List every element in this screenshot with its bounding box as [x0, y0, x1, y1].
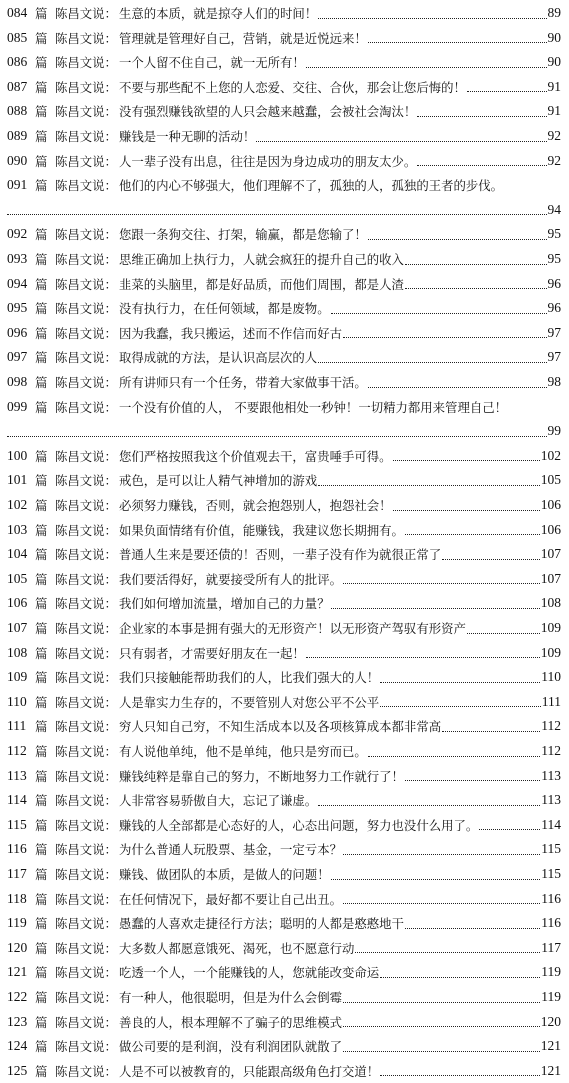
- entry-title: 因为我蠢，我只搬运，述而不作信而好古: [118, 325, 342, 341]
- entry-title: 大多数人都愿意饿死、渴死，也不愿意行动: [118, 940, 355, 956]
- entry-number: 112: [7, 743, 27, 758]
- entry-number: 104: [7, 546, 28, 562]
- dot-leader: [442, 559, 540, 560]
- entry-title: 做公司要的是利润，没有利润团队就散了: [118, 1039, 342, 1055]
- dot-leader: [479, 829, 540, 830]
- entry-page-number: 96: [547, 300, 561, 316]
- entry-author-label: 陈昌文说：: [55, 276, 117, 292]
- entry-page-number: 109: [540, 620, 561, 635]
- dot-leader: [343, 854, 540, 855]
- entry-number: 086: [7, 54, 28, 70]
- entry-page-number: 113: [541, 767, 561, 783]
- entry-chapter-label: 篇: [35, 6, 48, 21]
- entry-title: 取得成就的方法，是认识高层次的人: [118, 350, 318, 366]
- entry-chapter-label: 篇: [35, 547, 48, 563]
- entry-number: 099: [7, 398, 28, 414]
- toc-entry[interactable]: [7, 99, 561, 123]
- entry-page-number: 105: [540, 472, 561, 488]
- entry-author-label: 陈昌文说：: [55, 6, 117, 21]
- entry-title: 只有弱者，才需要好朋友在一起！: [118, 645, 305, 661]
- entry-number: 102: [7, 497, 28, 512]
- entry-chapter-label: 篇: [35, 227, 48, 243]
- entry-author-label: 陈昌文说：: [55, 817, 117, 833]
- entry-author-label: 陈昌文说：: [55, 227, 117, 243]
- entry-number: 101: [7, 472, 28, 488]
- entry-chapter-label: 篇: [35, 448, 48, 464]
- dot-leader: [343, 903, 540, 904]
- entry-chapter-label: 篇: [35, 350, 48, 366]
- entry-page-number: 114: [541, 816, 561, 832]
- entry-number: 122: [7, 989, 28, 1004]
- entry-title: 赚钱纯粹是靠自己的努力，不断地努力工作就行了！: [118, 768, 404, 784]
- dot-leader: [7, 214, 547, 215]
- entry-page-number: 120: [540, 1013, 561, 1029]
- entry-author-label: 陈昌文说：: [55, 153, 117, 169]
- entry-chapter-label: 篇: [35, 252, 48, 267]
- entry-author-label: 陈昌文说：: [55, 55, 117, 71]
- toc-entry[interactable]: [7, 714, 561, 738]
- entry-author-label: 陈昌文说：: [55, 940, 117, 956]
- entry-number: 125: [7, 1062, 28, 1078]
- entry-chapter-label: 篇: [35, 940, 48, 956]
- entry-chapter-label: 篇: [35, 79, 48, 95]
- entry-chapter-label: 篇: [35, 375, 48, 390]
- entry-chapter-label: 篇: [35, 129, 48, 144]
- entry-author-label: 陈昌文说：: [55, 547, 117, 563]
- entry-number: 124: [7, 1038, 28, 1054]
- dot-leader: [331, 879, 541, 880]
- entry-author-label: 陈昌文说：: [55, 670, 117, 686]
- entry-chapter-label: 篇: [35, 965, 48, 981]
- entry-title: 愚蠢的人喜欢走捷径行方法；聪明的人都是憨憨地干: [118, 916, 404, 932]
- entry-title: 思维正确加上执行力，人就会疯狂的提升自己的收入: [118, 252, 404, 267]
- entry-chapter-label: 篇: [35, 645, 48, 661]
- entry-title: 不要与那些配不上您的人恋爱、交往、合伙，那会让您后悔的！: [118, 79, 466, 95]
- toc-entry[interactable]: [7, 518, 561, 542]
- entry-page-number: 116: [541, 915, 561, 931]
- entry-number: 117: [7, 866, 27, 881]
- dot-leader: [318, 805, 540, 806]
- toc-entry[interactable]: [7, 887, 561, 911]
- entry-page-number: 91: [547, 103, 561, 119]
- entry-page-number: 89: [547, 5, 561, 20]
- entry-number: 097: [7, 349, 28, 365]
- entry-author-label: 陈昌文说：: [55, 719, 117, 735]
- entry-title: 您跟一条狗交往、打架，输赢，都是您输了！: [118, 227, 367, 243]
- dot-leader: [405, 534, 540, 535]
- entry-number: 105: [7, 570, 28, 586]
- entry-author-label: 陈昌文说：: [55, 30, 117, 46]
- entry-title: 吃透一个人，一个能赚钱的人，您就能改变命运: [118, 965, 380, 981]
- toc-entry[interactable]: [7, 788, 561, 812]
- toc-entry[interactable]: [7, 321, 561, 345]
- entry-author-label: 陈昌文说：: [55, 350, 117, 366]
- entry-chapter-label: 篇: [35, 694, 48, 710]
- entry-number: 114: [7, 792, 27, 808]
- entry-number: 121: [7, 964, 28, 980]
- entry-author-label: 陈昌文说：: [55, 1039, 117, 1055]
- entry-number: 123: [7, 1013, 28, 1029]
- dot-leader: [368, 387, 547, 388]
- dot-leader: [380, 682, 540, 683]
- entry-author-label: 陈昌文说：: [55, 522, 117, 538]
- entry-title: 人是靠实力生存的，不要管别人对您公平不公平: [118, 694, 380, 710]
- entry-number: 092: [7, 226, 28, 242]
- toc-entry[interactable]: [7, 345, 561, 369]
- entry-author-label: 陈昌文说：: [55, 965, 117, 981]
- dot-leader: [343, 1002, 540, 1003]
- entry-chapter-label: 篇: [35, 842, 48, 858]
- entry-page-number: 115: [541, 866, 561, 881]
- entry-number: 109: [7, 669, 28, 685]
- dot-leader: [417, 165, 546, 166]
- toc-entry[interactable]: [7, 936, 561, 960]
- entry-chapter-label: 篇: [35, 104, 48, 120]
- toc-entry[interactable]: [7, 665, 561, 689]
- dot-leader: [393, 510, 540, 511]
- entry-page-number: 91: [547, 78, 561, 94]
- entry-title: 必须努力赚钱，否则，就会抱怨别人，抱怨社会！: [118, 498, 392, 513]
- toc-entry[interactable]: [7, 468, 561, 492]
- entry-chapter-label: 篇: [35, 621, 48, 636]
- entry-title: 赚钱是一种无聊的活动！: [118, 129, 256, 144]
- entry-chapter-label: 篇: [35, 571, 48, 587]
- dot-leader: [467, 633, 540, 634]
- entry-page-number: 112: [541, 718, 561, 734]
- entry-author-label: 陈昌文说：: [55, 990, 117, 1005]
- entry-page-number: 92: [547, 128, 561, 143]
- entry-chapter-label: 篇: [35, 55, 48, 71]
- dot-leader: [368, 239, 547, 240]
- dot-leader: [442, 731, 540, 732]
- toc-entry[interactable]: [7, 26, 561, 50]
- dot-leader: [343, 1026, 540, 1027]
- toc-entry[interactable]: [7, 222, 561, 246]
- entry-chapter-label: 篇: [35, 301, 48, 317]
- entry-chapter-label: 篇: [35, 522, 48, 538]
- toc-entry[interactable]: [7, 247, 561, 271]
- entry-number: 091: [7, 177, 28, 193]
- toc-entry[interactable]: [7, 75, 561, 99]
- toc-entry[interactable]: [7, 567, 561, 591]
- entry-chapter-label: 篇: [35, 325, 48, 341]
- dot-leader: [380, 706, 541, 707]
- dot-leader: [318, 485, 540, 486]
- entry-author-label: 陈昌文说：: [55, 867, 117, 882]
- entry-page-number: 102: [540, 447, 561, 463]
- toc-entry[interactable]: [7, 1010, 561, 1034]
- entry-page-number: 99: [547, 423, 561, 439]
- entry-chapter-label: 篇: [35, 1063, 48, 1079]
- entry-chapter-label: 篇: [35, 670, 48, 686]
- entry-page-number: 90: [547, 54, 561, 70]
- entry-author-label: 陈昌文说：: [55, 325, 117, 341]
- entry-page-number: 107: [540, 570, 561, 586]
- dot-leader: [380, 977, 540, 978]
- entry-author-label: 陈昌文说：: [55, 448, 117, 464]
- entry-title: 人非常容易骄傲自大，忘记了谦虚。: [118, 793, 318, 809]
- toc-entry[interactable]: [7, 690, 561, 714]
- entry-number: 118: [7, 890, 27, 906]
- entry-chapter-label: 篇: [35, 473, 48, 489]
- entry-number: 090: [7, 152, 28, 168]
- toc-entry[interactable]: [7, 739, 561, 763]
- entry-number: 108: [7, 644, 28, 660]
- entry-author-label: 陈昌文说：: [55, 498, 117, 513]
- dot-leader: [343, 337, 547, 338]
- entry-title: 他们的内心不够强大，他们理解不了，孤独的人，孤独的王者的步伐。: [118, 178, 504, 194]
- entry-chapter-label: 篇: [35, 817, 48, 833]
- toc-entry-continuation: [7, 419, 561, 443]
- entry-page-number: 97: [547, 349, 561, 365]
- entry-title: 我们只接触能帮助我们的人，比我们强大的人！: [118, 670, 380, 686]
- dot-leader: [7, 436, 547, 437]
- entry-author-label: 陈昌文说：: [55, 891, 117, 907]
- entry-number: 107: [7, 620, 28, 635]
- toc-entry[interactable]: [7, 641, 561, 665]
- entry-author-label: 陈昌文说：: [55, 744, 117, 759]
- entry-title: 赚钱、做团队的本质，是做人的问题！: [118, 867, 330, 882]
- toc-entry[interactable]: [7, 813, 561, 837]
- entry-author-label: 陈昌文说：: [55, 1063, 117, 1079]
- entry-chapter-label: 篇: [35, 276, 48, 292]
- dot-leader: [405, 928, 540, 929]
- entry-chapter-label: 篇: [35, 793, 48, 809]
- entry-title: 我们如何增加流量，增加自己的力量？: [118, 596, 330, 612]
- entry-page-number: 90: [547, 29, 561, 45]
- entry-chapter-label: 篇: [35, 30, 48, 46]
- dot-leader: [405, 288, 547, 289]
- entry-title: 穷人只知自己穷，不知生活成本以及各项核算成本都非常高: [118, 719, 442, 735]
- toc-entry[interactable]: [7, 985, 561, 1009]
- entry-number: 119: [7, 915, 27, 931]
- entry-page-number: 112: [541, 743, 561, 758]
- entry-chapter-label: 篇: [35, 596, 48, 612]
- entry-number: 088: [7, 103, 28, 119]
- entry-page-number: 95: [547, 251, 561, 266]
- toc-entry[interactable]: [7, 370, 561, 394]
- toc-entry[interactable]: [7, 542, 561, 566]
- entry-author-label: 陈昌文说：: [55, 842, 117, 858]
- dot-leader: [331, 608, 540, 609]
- entry-title: 我们要活得好，就要接受所有人的批评。: [118, 571, 342, 587]
- entry-title: 一个没有价值的人， 不要跟他相处一秒钟！一切精力都用来管理自己！: [118, 399, 508, 415]
- entry-page-number: 119: [541, 989, 561, 1004]
- dot-leader: [368, 756, 540, 757]
- entry-page-number: 109: [540, 644, 561, 660]
- entry-author-label: 陈昌文说：: [55, 916, 117, 932]
- entry-title: 有一种人，他很聪明，但是为什么会倒霉: [118, 990, 342, 1005]
- entry-page-number: 115: [541, 841, 561, 857]
- entry-author-label: 陈昌文说：: [55, 571, 117, 587]
- entry-title: 善良的人，根本理解不了骗子的思维模式: [118, 1014, 342, 1030]
- toc-entry[interactable]: [7, 149, 561, 173]
- toc-entry[interactable]: [7, 862, 561, 886]
- entry-number: 106: [7, 595, 28, 611]
- toc-entry[interactable]: [7, 911, 561, 935]
- entry-chapter-label: 篇: [35, 153, 48, 169]
- dot-leader: [318, 18, 546, 19]
- entry-title: 没有强烈赚钱欲望的人只会越来越蠢，会被社会淘汰！: [118, 104, 417, 120]
- entry-author-label: 陈昌文说：: [55, 768, 117, 784]
- toc-entry[interactable]: [7, 173, 561, 197]
- dot-leader: [331, 313, 547, 314]
- dot-leader: [306, 657, 540, 658]
- entry-author-label: 陈昌文说：: [55, 301, 117, 317]
- dot-leader: [355, 952, 540, 953]
- entry-author-label: 陈昌文说：: [55, 375, 117, 390]
- entry-page-number: 96: [547, 275, 561, 291]
- toc-entry[interactable]: [7, 591, 561, 615]
- entry-number: 089: [7, 128, 28, 143]
- dot-leader: [380, 1075, 540, 1076]
- entry-number: 115: [7, 816, 27, 832]
- dot-leader: [256, 141, 546, 142]
- entry-page-number: 121: [540, 1062, 561, 1078]
- entry-title: 管理就是管理好自己，营销，就是近悦远来！: [118, 30, 367, 46]
- entry-title: 人是不可以被教育的，只能跟高级角色打交道！: [118, 1063, 380, 1079]
- entry-title: 韭菜的头脑里，都是好品质，而他们周围，都是人渣: [118, 276, 404, 292]
- dot-leader: [417, 116, 546, 117]
- dot-leader: [368, 42, 547, 43]
- toc-entry[interactable]: [7, 1, 561, 25]
- entry-title: 在任何情况下，最好都不要让自己出丑。: [118, 891, 342, 907]
- entry-page-number: 121: [540, 1038, 561, 1054]
- dot-leader: [405, 264, 547, 265]
- entry-page-number: 117: [541, 939, 561, 955]
- toc-entry[interactable]: [7, 124, 561, 148]
- entry-chapter-label: 篇: [35, 768, 48, 784]
- entry-page-number: 94: [547, 201, 561, 217]
- entry-chapter-label: 篇: [35, 891, 48, 907]
- entry-author-label: 陈昌文说：: [55, 129, 117, 144]
- toc-entry[interactable]: [7, 493, 561, 517]
- toc-entry-continuation: [7, 198, 561, 222]
- entry-author-label: 陈昌文说：: [55, 694, 117, 710]
- entry-author-label: 陈昌文说：: [55, 79, 117, 95]
- entry-page-number: 111: [541, 693, 561, 709]
- toc-entry[interactable]: [7, 444, 561, 468]
- entry-chapter-label: 篇: [35, 990, 48, 1005]
- toc-entry[interactable]: [7, 764, 561, 788]
- entry-author-label: 陈昌文说：: [55, 178, 117, 194]
- toc-entry[interactable]: [7, 296, 561, 320]
- entry-title: 有人说他单纯，他不是单纯，他只是穷而已。: [118, 744, 367, 759]
- entry-author-label: 陈昌文说：: [55, 793, 117, 809]
- entry-number: 087: [7, 78, 28, 94]
- entry-author-label: 陈昌文说：: [55, 596, 117, 612]
- entry-title: 企业家的本事是拥有强大的无形资产！以无形资产驾驭有形资产: [118, 621, 466, 636]
- dot-leader: [467, 91, 547, 92]
- dot-leader: [343, 583, 540, 584]
- entry-number: 094: [7, 275, 28, 291]
- entry-number: 084: [7, 5, 28, 20]
- entry-number: 085: [7, 29, 28, 45]
- toc-entry[interactable]: [7, 1059, 561, 1083]
- entry-page-number: 106: [540, 521, 561, 537]
- entry-number: 110: [7, 693, 27, 709]
- entry-author-label: 陈昌文说：: [55, 1014, 117, 1030]
- entry-author-label: 陈昌文说：: [55, 399, 117, 415]
- entry-number: 098: [7, 374, 28, 389]
- toc-entry[interactable]: [7, 272, 561, 296]
- entry-title: 人一辈子没有出息，往往是因为身边成功的朋友太少。: [118, 153, 417, 169]
- entry-page-number: 97: [547, 324, 561, 340]
- entry-chapter-label: 篇: [35, 1039, 48, 1055]
- entry-chapter-label: 篇: [35, 399, 48, 415]
- dot-leader: [318, 362, 546, 363]
- entry-chapter-label: 篇: [35, 719, 48, 735]
- entry-title: 为什么普通人玩股票、基金，一定亏本？: [118, 842, 342, 858]
- entry-page-number: 106: [540, 497, 561, 512]
- entry-number: 120: [7, 939, 28, 955]
- entry-author-label: 陈昌文说：: [55, 252, 117, 267]
- entry-author-label: 陈昌文说：: [55, 104, 117, 120]
- entry-number: 093: [7, 251, 28, 266]
- entry-chapter-label: 篇: [35, 1014, 48, 1030]
- toc-entry[interactable]: [7, 1034, 561, 1058]
- toc-entry[interactable]: [7, 837, 561, 861]
- entry-page-number: 108: [540, 595, 561, 611]
- entry-chapter-label: 篇: [35, 916, 48, 932]
- dot-leader: [306, 67, 547, 68]
- entry-title: 普通人生来是要还债的！否则，一辈子没有作为就很正常了: [118, 547, 442, 563]
- entry-title: 如果负面情绪有价值，能赚钱，我建议您长期拥有。: [118, 522, 404, 538]
- entry-chapter-label: 篇: [35, 178, 48, 194]
- entry-title: 您们严格按照我这个价值观去干，富贵唾手可得。: [118, 448, 392, 464]
- entry-number: 100: [7, 447, 28, 463]
- entry-page-number: 119: [541, 964, 561, 980]
- dot-leader: [405, 780, 540, 781]
- entry-title: 生意的本质，就是掠夺人们的时间！: [118, 6, 318, 21]
- entry-page-number: 113: [541, 792, 561, 808]
- entry-page-number: 107: [540, 546, 561, 562]
- entry-page-number: 98: [547, 374, 561, 389]
- entry-title: 没有执行力，在任何领域，都是废物。: [118, 301, 330, 317]
- entry-number: 111: [7, 718, 27, 734]
- entry-number: 095: [7, 300, 28, 316]
- entry-title: 一个人留不住自己，就一无所有！: [118, 55, 305, 71]
- entry-chapter-label: 篇: [35, 498, 48, 513]
- entry-chapter-label: 篇: [35, 744, 48, 759]
- toc-entry[interactable]: [7, 395, 561, 419]
- entry-number: 096: [7, 324, 28, 340]
- entry-chapter-label: 篇: [35, 867, 48, 882]
- entry-page-number: 92: [547, 152, 561, 168]
- entry-title: 戒色，是可以让人精气神增加的游戏: [118, 473, 318, 489]
- entry-number: 116: [7, 841, 27, 857]
- entry-title: 赚钱的人全部都是心态好的人，心态出问题，努力也没什么用了。: [118, 817, 479, 833]
- entry-page-number: 95: [547, 226, 561, 242]
- entry-page-number: 116: [541, 890, 561, 906]
- toc-entry[interactable]: [7, 960, 561, 984]
- entry-title: 所有讲师只有一个任务，带着大家做事干活。: [118, 375, 367, 390]
- entry-number: 103: [7, 521, 28, 537]
- toc-entry[interactable]: [7, 616, 561, 640]
- dot-leader: [393, 460, 540, 461]
- entry-page-number: 110: [541, 669, 561, 685]
- entry-author-label: 陈昌文说：: [55, 621, 117, 636]
- entry-author-label: 陈昌文说：: [55, 473, 117, 489]
- entry-author-label: 陈昌文说：: [55, 645, 117, 661]
- entry-number: 113: [7, 767, 27, 783]
- toc-entry[interactable]: [7, 50, 561, 74]
- dot-leader: [343, 1051, 540, 1052]
